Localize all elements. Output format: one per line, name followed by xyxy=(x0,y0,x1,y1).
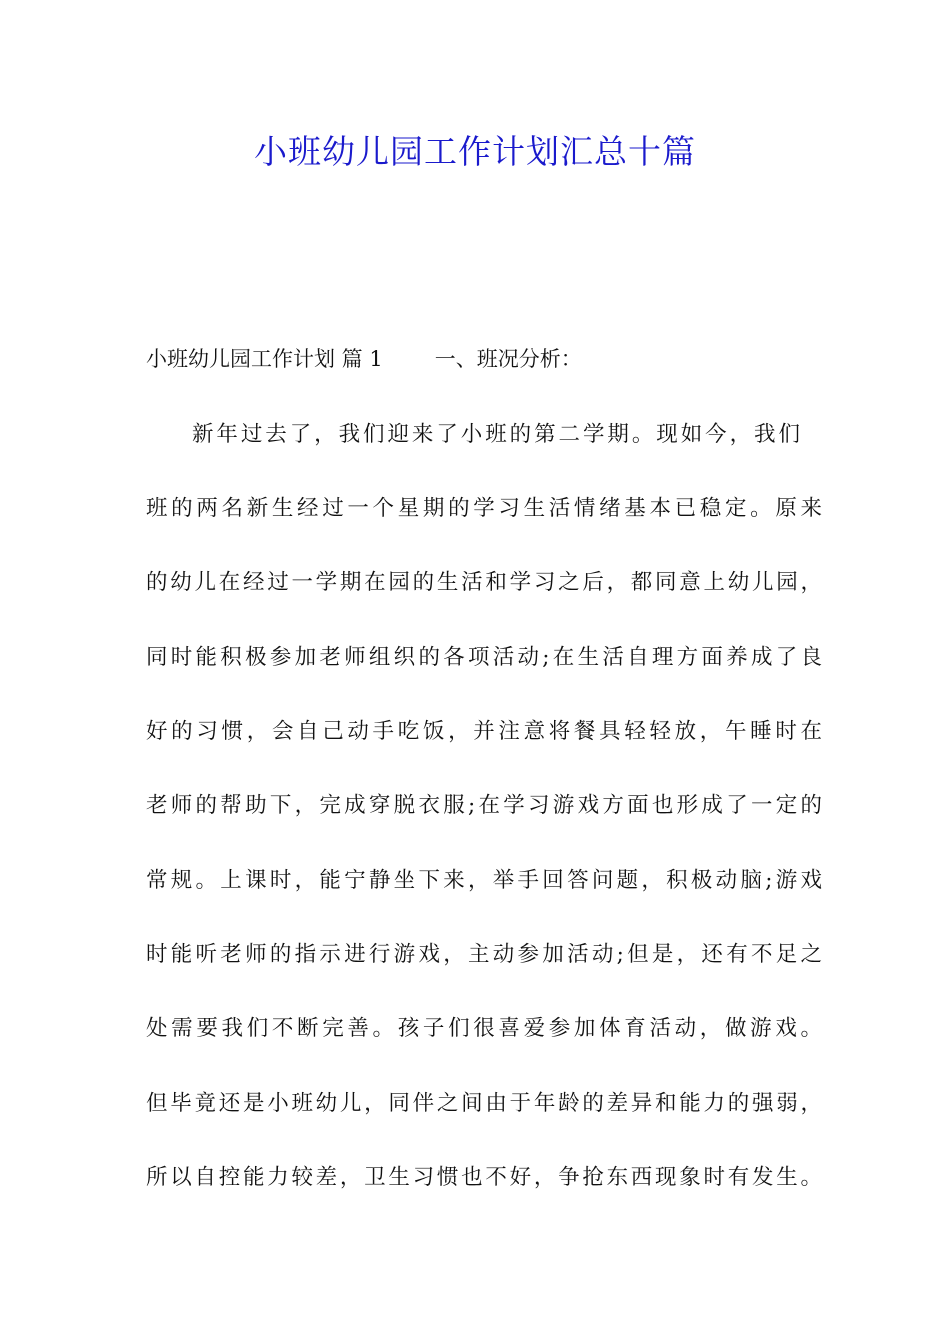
section-heading xyxy=(146,343,582,375)
paragraph-line: 处需要我们不断完善。孩子们很喜爱参加体育活动，做游戏。 xyxy=(146,1016,822,1041)
paragraph-line: 但毕竟还是小班幼儿，同伴之间由于年龄的差异和能力的强弱， xyxy=(146,1091,822,1116)
paragraph-line: 时能听老师的指示进行游戏，主动参加活动;但是，还有不足之 xyxy=(146,942,822,967)
paragraph-line: 常规。上课时，能宁静坐下来，举手回答问题，积极动脑;游戏 xyxy=(146,868,822,893)
paragraph-line: 同时能积极参加老师组织的各项活动;在生活自理方面养成了良 xyxy=(146,645,822,670)
paragraph-line: 新年过去了，我们迎来了小班的第二学期。现如今，我们 xyxy=(192,422,800,447)
section-subheading: 一、班况分析： xyxy=(434,347,582,371)
paragraph-line: 的幼儿在经过一学期在园的生活和学习之后，都同意上幼儿园， xyxy=(146,570,822,595)
paragraph-line: 所以自控能力较差，卫生习惯也不好，争抢东西现象时有发生。 xyxy=(146,1165,822,1190)
paragraph-line: 老师的帮助下，完成穿脱衣服;在学习游戏方面也形成了一定的 xyxy=(146,793,822,818)
paragraph-line: 好的习惯，会自己动手吃饭，并注意将餐具轻轻放，午睡时在 xyxy=(146,719,822,744)
document-title: 小班幼儿园工作计划汇总十篇 xyxy=(254,132,696,171)
section-title: 小班幼儿园工作计划 篇 1 xyxy=(146,347,383,371)
paragraph-line: 班的两名新生经过一个星期的学习生活情绪基本已稳定。原来 xyxy=(146,496,822,521)
